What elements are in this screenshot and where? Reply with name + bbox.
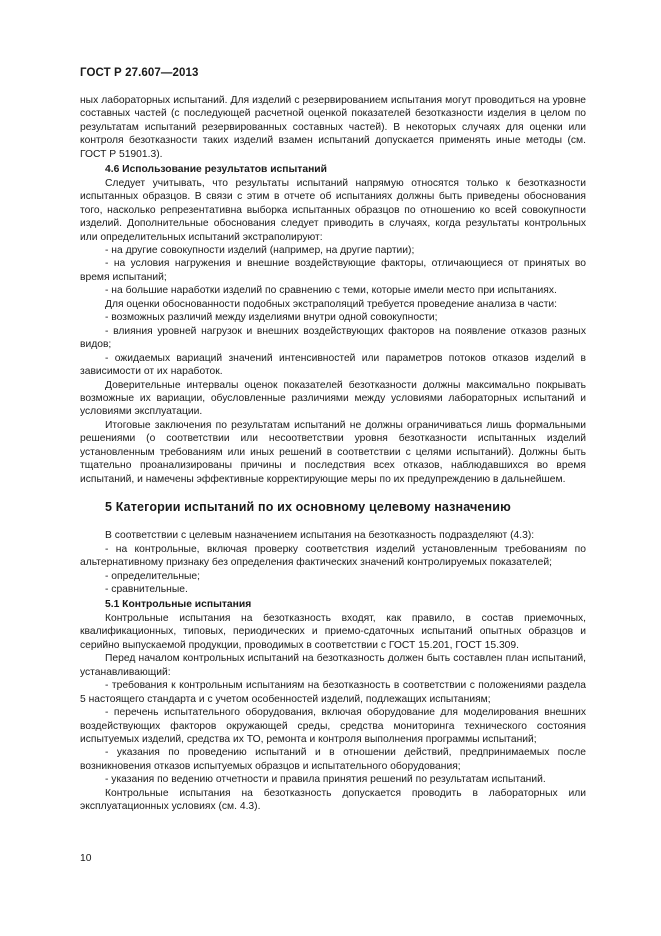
- list-item: - на контрольные, включая проверку соответствия изделий установленным требованиям по альтернативному признаку без определения фактических значений контролируемых показателей;: [80, 543, 586, 569]
- list-item: - возможных различий между изделиями внутри одной совокупности;: [105, 312, 438, 324]
- list-item: - ожидаемых вариаций значений интенсивностей или параметров потоков отказов изделий в зависимости от их наработок.: [80, 352, 586, 378]
- section-4-6-heading: 4.6 Использование результатов испытаний: [105, 164, 327, 176]
- paragraph: В соответствии с целевым назначением испытания на безотказность подразделяют (4.3):: [105, 530, 535, 542]
- list-item: - на условия нагружения и внешние воздействующие факторы, отличающиеся от принятых во время испытаний;: [80, 258, 586, 283]
- list-item: - на большие наработки изделий по сравнению с теми, которые имели место при испытаниях.: [105, 285, 557, 297]
- document-body: [80, 94, 586, 814]
- section-5-heading: 5 Категории испытаний по их основному целевому назначению: [105, 500, 511, 515]
- list-item: - на другие совокупности изделий (например, на другие партии);: [105, 245, 415, 257]
- paragraph: Контрольные испытания на безотказность входят, как правило, в состав приемочных, квалификационных, типовых, периодических и приемо-сдаточных испытаний опытных образцов и серийно выпускаемой продукции, проводимых в соответствии с ГОСТ 15.201, ГОСТ 15.309.: [80, 612, 586, 651]
- list-item: - перечень испытательного оборудования, включая оборудование для моделирования внешних воздействующих факторов окружающей среды, средства мониторинга технического состояния испытуемых изделий, средства их ТО, ремонта и контроля выполнения программы испытаний;: [80, 707, 586, 746]
- paragraph: Контрольные испытания на безотказность допускается проводить в лабораторных или эксплуатационных условиях (см. 4.3).: [80, 787, 586, 813]
- list-item: - требования к контрольным испытаниям на безотказность в соответствии с положениями раздела 5 настоящего стандарта и с учетом особенностей изделий, подлежащих испытаниям;: [80, 680, 586, 705]
- paragraph: Доверительные интервалы оценок показателей безотказности должны максимально покрывать возможные их вариации, обусловленные различиями между условиями лабораторных испытаний и условиями эксплуатации.: [80, 379, 586, 418]
- intro-paragraph: ных лабораторных испытаний. Для изделий с резервированием испытания могут проводиться на уровне составных частей (с последующей расчетной оценкой показателей безотказности изделия в целом по результатам испытаний резервированных составных частей). В некоторых случаях для оценки или контроля безотказности таких изделий взамен испытаний допускается применять иные методы (см. ГОСТ Р 51901.3).: [80, 95, 586, 160]
- list-item: - влияния уровней нагрузок и внешних воздействующих факторов на появление отказов разных видов;: [80, 325, 586, 351]
- section-5-1-heading: 5.1 Контрольные испытания: [105, 599, 252, 611]
- page-number: 10: [80, 853, 92, 864]
- paragraph: Следует учитывать, что результаты испытаний напрямую относятся только к безотказности испытанных образцов. В связи с этим в отчете об испытаниях должны быть приведены обоснования того, насколько репрезентативна выборка испытанных образцов по отношению ко всей совокупности изделий. Дополнительные обоснования следует приводить в случаях, когда результаты контрольных или определительных испытаний экстраполируют:: [80, 177, 586, 243]
- paragraph: Для оценки обоснованности подобных экстраполяций требуется проведение анализа в части:: [105, 298, 558, 310]
- list-item: - сравнительные.: [105, 584, 188, 595]
- paragraph: Итоговые заключения по результатам испытаний не должны ограничиваться лишь формальными решениями (о соответствии или несоответствии уровня безотказности испытанных изделий установленным требованиям или иных решений в соответствии с целями испытаний). Должны быть тщательно проанализированы причины и последствия всех отказов, наблюдавшихся во время испытаний, и намечены эффективные корректирующие меры по их предупреждению в дальнейшем.: [80, 419, 586, 485]
- paragraph: Перед началом контрольных испытаний на безотказность должен быть составлен план испытаний, устанавливающий:: [80, 653, 586, 678]
- list-item: - указания по ведению отчетности и правила принятия решений по результатам испытаний.: [105, 774, 546, 786]
- document-header: ГОСТ Р 27.607—2013: [80, 67, 199, 79]
- list-item: - указания по проведению испытаний и в отношении действий, предпринимаемых после возникновения отказов испытуемых образцов и испытательного оборудования;: [80, 747, 586, 772]
- list-item: - определительные;: [105, 570, 201, 582]
